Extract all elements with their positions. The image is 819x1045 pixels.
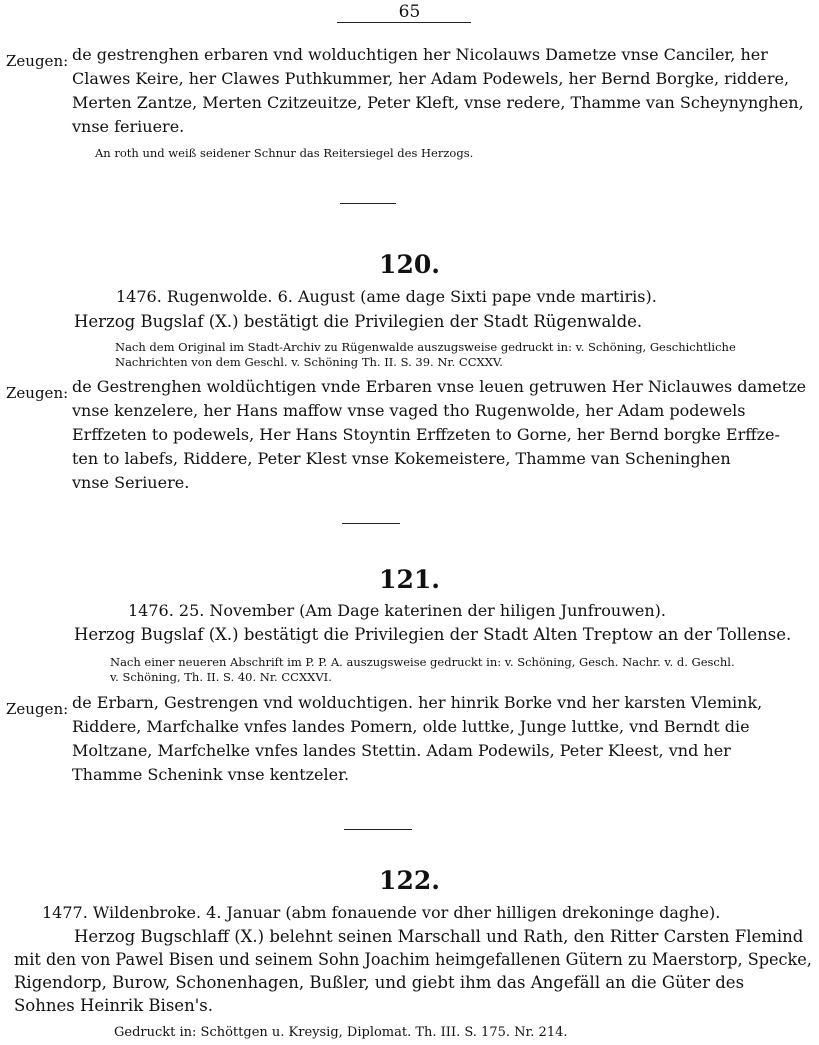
- summary-line-122: Rigendorp, Burow, Schonenhagen, Bußler, und giebt ihm das Angefäll an die Güter des: [14, 973, 745, 992]
- zeugen-line: Riddere, Marfchalke vnfes landes Pomern, olde luttke, Junge luttke, vnd Berndt die: [72, 717, 750, 736]
- zeugen-line: de Erbarn, Gestrengen vnd wolduchtigen. her hinrik Borke vnd her karsten Vlemink,: [72, 693, 763, 712]
- zeugen-line: Erffzeten to podewels, Her Hans Stoyntin Erffzeten to Gorne, her Bernd borgke Erffze-: [72, 425, 780, 444]
- summary-line-122: Sohnes Heinrik Bisen's.: [14, 996, 213, 1015]
- page-number: 65: [398, 2, 421, 22]
- summary-line-122: Herzog Bugschlaff (X.) belehnt seinen Marschall und Rath, den Ritter Carsten Flemind: [74, 927, 804, 946]
- seal-note: An roth und weiß seidener Schnur das Reitersiegel des Herzogs.: [95, 146, 474, 160]
- source-line-121: v. Schöning, Th. II. S. 40. Nr. CCXXVI.: [110, 670, 332, 684]
- zeugen-label-121: Zeugen:: [6, 700, 69, 718]
- summary-121: Herzog Bugslaf (X.) bestätigt die Privilegien der Stadt Alten Treptow an der Tollense.: [74, 625, 792, 644]
- zeugen-line: vnse Seriuere.: [72, 473, 190, 492]
- zeugen-line: de gestrenghen erbaren vnd wolduchtigen her Nicolauws Dametze vnse Canciler, her: [72, 45, 768, 64]
- zeugen-line: ten to labefs, Riddere, Peter Klest vnse Kokemeistere, Thamme van Scheninghen: [72, 449, 731, 468]
- zeugen-line: Clawes Keire, her Clawes Puthkummer, her Adam Podewels, her Bernd Borgke, riddere,: [72, 69, 790, 88]
- zeugen-line: de Gestrenghen woldüchtigen vnde Erbaren vnse leuen getruwen Her Niclauwes dametze: [72, 377, 807, 396]
- date-line-122: 1477. Wildenbroke. 4. Januar (abm fonauende vor dher hilligen drekoninge daghe).: [42, 903, 721, 922]
- source-line-120: Nach dem Original im Stadt-Archiv zu Rügenwalde auszugsweise gedruckt in: v. Schöning, Geschichtliche: [115, 340, 736, 354]
- date-line-121: 1476. 25. November (Am Dage katerinen der hiligen Junfrouwen).: [128, 601, 666, 620]
- header-rule: [337, 22, 471, 23]
- document-number-121: 121.: [379, 565, 440, 594]
- section-divider: [342, 523, 400, 524]
- zeugen-line: Merten Zantze, Merten Czitzeuitze, Peter Kleft, vnse redere, Thamme van Scheynynghen,: [72, 93, 804, 112]
- source-line-122: Gedruckt in: Schöttgen u. Kreysig, Diplomat. Th. III. S. 175. Nr. 214.: [114, 1025, 568, 1040]
- source-line-121: Nach einer neueren Abschrift im P. P. A. auszugsweise gedruckt in: v. Schöning, Gesch. Nachr. v. d. Geschl.: [110, 655, 735, 669]
- document-number-122: 122.: [379, 866, 440, 895]
- zeugen-line: Thamme Schenink vnse kentzeler.: [72, 765, 350, 784]
- summary-line-122: mit den von Pawel Bisen und seinem Sohn Joachim heimgefallenen Gütern zu Maerstorp, Specke,: [14, 950, 812, 969]
- zeugen-label-120: Zeugen:: [6, 384, 69, 402]
- date-line-120: 1476. Rugenwolde. 6. August (ame dage Sixti pape vnde martiris).: [116, 287, 657, 306]
- section-divider: [340, 203, 396, 204]
- zeugen-label-top: Zeugen:: [6, 52, 69, 70]
- zeugen-line: vnse feriuere.: [72, 117, 185, 136]
- document-number-120: 120.: [379, 250, 440, 279]
- zeugen-line: Moltzane, Marfchelke vnfes landes Stettin. Adam Podewils, Peter Kleest, vnd her: [72, 741, 731, 760]
- section-divider: [344, 829, 412, 830]
- zeugen-line: vnse kenzelere, her Hans maffow vnse vaged tho Rugenwolde, her Adam podewels: [72, 401, 746, 420]
- summary-120: Herzog Bugslaf (X.) bestätigt die Privilegien der Stadt Rügenwalde.: [74, 312, 643, 331]
- source-line-120: Nachrichten von dem Geschl. v. Schöning Th. II. S. 39. Nr. CCXXV.: [115, 355, 503, 369]
